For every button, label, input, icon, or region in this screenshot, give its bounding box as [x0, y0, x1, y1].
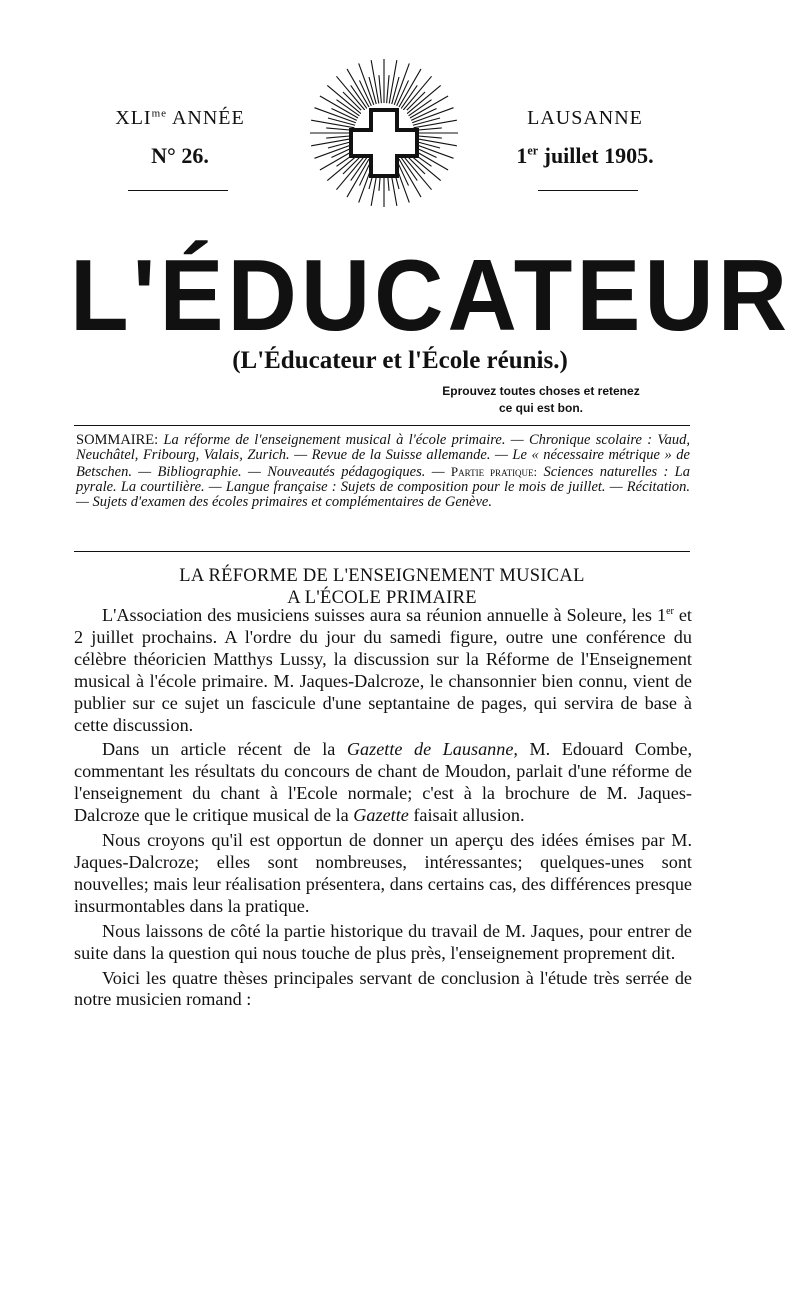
paragraph-4: Nous laissons de côté la partie historique du travail de M. Jaques, pour entrer de suite dans la question qui nous touche de plus près, l'enseignement proprement dit. [74, 920, 692, 963]
paragraph-1: L'Association des musiciens suisses aura sa réunion annuelle à Soleure, les 1er et 2 juillet prochains. A l'ordre du jour du samedi figure, outre une conférence du célèbre théoricien Matthys Lussy, la discussion sur la Réforme de l'Enseignement musical à l'école primaire. M. Jaques-Dalcroze, le chansonnier bien connu, vient de publier sur ce sujet un fascicule d'une septantaine de pages, qui servira de base à cette discussion. [74, 605, 692, 735]
city: LAUSANNE [527, 107, 643, 129]
paragraph-3: Nous croyons qu'il est opportun de donner un aperçu des idées émises par M. Jaques-Dalcroze; elles sont nombreuses, intéressantes; quelques-unes sont nouvelles; mais leur réalisation présentera, dans certains cas, des différences presque insurmontables dans la pratique. [74, 830, 692, 916]
paragraph-2: Dans un article récent de la Gazette de Lausanne, M. Edouard Combe, commentant les résultats du concours de chant de Moudon, parlait d'une réforme de l'enseignement du chant à l'Ecole normale; c'est à la brochure de M. Jaques-Dalcroze que le critique musical de la Gazette faisait allusion. [74, 739, 692, 826]
masthead-title: L'ÉDUCATEUR [70, 239, 792, 353]
issue-date: 1er juillet 1905. [516, 143, 654, 168]
header-place-date-block [500, 104, 670, 172]
issue-number: N° 26. [151, 143, 209, 168]
article-title [74, 565, 690, 609]
swiss-cross-sunburst-icon [309, 58, 459, 208]
header-right-rule [538, 190, 638, 191]
masthead-subtitle: (L'Éducateur et l'École réunis.) [232, 347, 568, 374]
sommaire-items-2: Sciences naturelles : La pyrale. La courtilière. — Langue française : Sujets de composition pour le mois de juillet. — Récitation. — Sujets d'examen des écoles primaires et complémentaires de Genève. [76, 463, 690, 511]
motto-line-2: ce qui est bon. [498, 401, 583, 415]
article-body [74, 605, 692, 1011]
motto-line-1: Eprouvez toutes choses et retenez [442, 384, 640, 398]
article-title-line-2: A L'ÉCOLE PRIMAIRE [287, 588, 477, 608]
sommaire-top-rule [74, 425, 690, 426]
sommaire [76, 433, 690, 510]
sommaire-bottom-rule [74, 551, 690, 552]
article-title-line-1: LA RÉFORME DE L'ENSEIGNEMENT MUSICAL [179, 566, 585, 586]
sommaire-section: Partie pratique: [450, 463, 538, 479]
volume-year: $XLI^{me}$ ANNÉE [115, 107, 245, 129]
header-left-rule [128, 190, 228, 191]
motto [416, 383, 666, 417]
paragraph-5: Voici les quatre thèses principales servant de conclusion à l'étude très serrée de notre musicien romand : [74, 967, 692, 1010]
sommaire-label: SOMMAIRE: [76, 432, 159, 448]
header-volume-block [100, 104, 260, 172]
sommaire-items: La réforme de l'enseignement musical à l'école primaire. — Chronique scolaire : Vaud, Neuchâtel, Fribourg, Valais, Zurich. — Revue de la Suisse allemande. — Le « nécessaire métrique » de Betschen. — Bibliographie. — Nouveautés pédagogiques. — [76, 432, 690, 480]
